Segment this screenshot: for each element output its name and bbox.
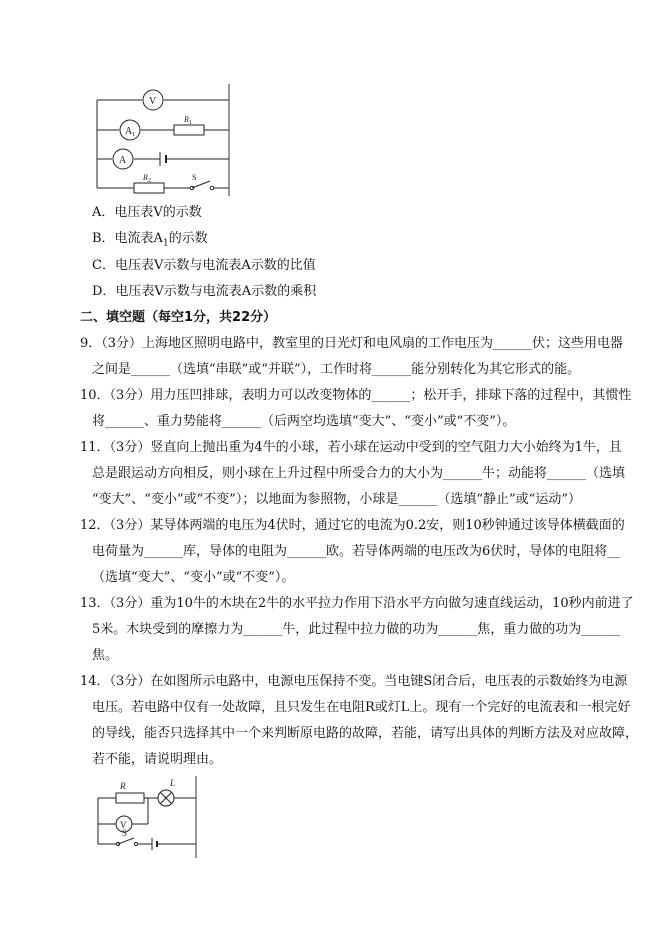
resistor1-subscript: 1 <box>189 120 192 126</box>
q11-line3: “变大”、“变小”或“不变”）；以地面为参照物，小球是______（选填“静止”或“运动”） <box>92 492 581 507</box>
section-title: 二、填空题（每空1分，共22分） <box>80 310 277 325</box>
q10-line1: 10．（3分）用力压凹排球，表明力可以改变物体的______；松开手，排球下落的过程中，其惯性 <box>80 388 632 403</box>
ammeter1-label: A <box>125 126 133 137</box>
resistor-label: R <box>120 781 126 791</box>
ammeter1-subscript: 1 <box>132 132 135 138</box>
q13-line3: 焦。 <box>92 648 119 663</box>
q11-line2: 总是跟运动方向相反，则小球在上升过程中所受合力的大小为______牛；动能将______（选填 <box>92 466 626 481</box>
voltmeter-label: V <box>149 96 157 107</box>
q12-line1: 12．（3分）某导体两端的电压为4伏时，通过它的电流为0.2安，则10秒钟通过该导体横截面的 <box>80 518 625 533</box>
option-d: D．电压表V示数与电流表A示数的乘积 <box>92 284 317 299</box>
q9-line2: 之间是______（选填“串联”或“并联”），工作时将______能分别转化为其它形式的能。 <box>92 362 581 377</box>
option-b-text: B．电流表A <box>92 231 163 246</box>
circuit-diagram-2 <box>92 776 204 858</box>
q11-line1: 11．（3分）竖直向上抛出重为4牛的小球，若小球在运动中受到的空气阻力大小始终为1牛，且 <box>80 440 622 455</box>
q14-line2: 电压。若电路中仅有一处故障，且只发生在电阻R或灯L上。现有一个完好的电流表和一根完好 <box>92 700 631 715</box>
q12-line2: 电荷量为______库，导体的电阻为______欧。若导体两端的电压改为6伏时，导体的电阻将__ <box>92 544 621 559</box>
q9-line1: 9．（3分）上海地区照明电路中，教室里的日光灯和电风扇的工作电压为______伏；这些用电器 <box>80 336 624 351</box>
q13-line2: 5米。木块受到的摩擦力为______牛，此过程中拉力做的功为______焦，重力做的功为______ <box>92 622 621 637</box>
q14-line1: 14．（3分）在如图所示电路中，电源电压保持不变。当电键S闭合后，电压表的示数始终为电源 <box>80 674 628 689</box>
ammeter-label: A <box>119 155 127 166</box>
option-b-tail: 的示数 <box>168 231 208 246</box>
voltmeter2-label: V <box>120 820 127 830</box>
switch-label: S <box>192 173 197 182</box>
option-a: A．电压表V的示数 <box>92 205 202 220</box>
q12-line3: （选填“变大”、“变小”或“不变”）。 <box>92 570 295 585</box>
lamp-label: L <box>170 778 176 788</box>
q14-line3: 的导线，能否只选择其中一个来判断原电路的故障，若能，请写出具体的判断方法及对应故障， <box>92 726 639 741</box>
resistor2-label: R <box>143 173 148 182</box>
q10-line2: 将______、重力势能将______（后两空均选填“变大”、“变小”或“不变”）。 <box>92 414 516 429</box>
switch2-label: S <box>122 828 128 838</box>
q14-line4: 若不能，请说明理由。 <box>92 752 223 767</box>
option-c: C．电压表V示数与电流表A示数的比值 <box>92 258 316 273</box>
resistor2-subscript: 2 <box>148 178 151 184</box>
option-b-subscript: 1 <box>162 238 169 249</box>
q13-line1: 13．（3分）重为10牛的木块在2牛的水平拉力作用下沿水平方向做匀速直线运动，10秒内前进了 <box>80 596 634 611</box>
resistor1-label: R <box>184 115 189 124</box>
circuit-diagram-1 <box>92 84 234 196</box>
option-b <box>92 230 208 253</box>
